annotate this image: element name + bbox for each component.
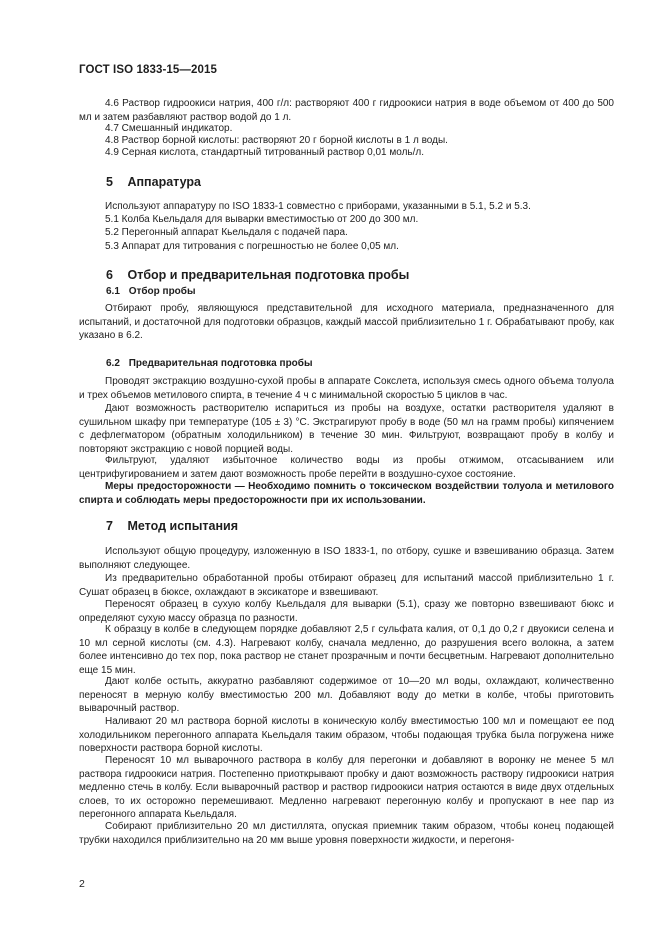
section-title: Метод испытания [127, 519, 238, 533]
paragraph-p62c: Фильтруют, удаляют избыточное количество воды из пробы отжимом, отсасыванием или центрифугированием и затем дают возможность пробе перейти в воздушно-сухое состояние. [79, 455, 614, 480]
section-number: 5 [106, 175, 113, 189]
subsection-heading-6-1 [106, 286, 196, 297]
paragraph-p46: 4.6 Раствор гидроокиси натрия, 400 г/л: растворяют 400 г гидроокиси натрия в воде объемом от 400 до 500 мл и затем разбавляют раствор водой до 1 л. [79, 98, 614, 123]
paragraph-p49: 4.9 Серная кислота, стандартный титрованный раствор 0,01 моль/л. [105, 147, 425, 158]
paragraph-p48: 4.8 Раствор борной кислоты: растворяют 20 г борной кислоты в 1 л воды. [105, 135, 448, 146]
subsection-title: Отбор пробы [128, 286, 196, 297]
subsection-title: Предварительная подготовка пробы [128, 358, 313, 369]
document-header: ГОСТ ISO 1833-15—2015 [79, 64, 217, 76]
section-heading-6 [106, 268, 409, 282]
paragraph-p47: 4.7 Смешанный индикатор. [105, 123, 233, 134]
paragraph-p7c: Переносят образец в сухую колбу Кьельдаля для выварки (5.1), сразу же повторно взвешивают бюкс и определяют сухую массу образца по разности. [79, 599, 614, 624]
paragraph-p7f: Наливают 20 мл раствора борной кислоты в коническую колбу вместимостью 100 мл и помещают ее под холодильником перегонного аппарата Кьельдаля таким образом, чтобы подающая трубка была погружена ниже поверхности раствора борной кислоты. [79, 716, 614, 754]
page-number: 2 [79, 878, 85, 890]
subsection-number: 6.1 [106, 286, 120, 297]
paragraph-p62d: Меры предосторожности — Необходимо помнить о токсическом воздействии толуола и метилового спирта и соблюдать меры предосторожности при их использовании. [79, 481, 614, 506]
subsection-heading-6-2 [106, 358, 313, 369]
section-number: 6 [106, 268, 113, 282]
paragraph-p7a: Используют общую процедуру, изложенную в ISO 1833-1, по отбору, сушке и взвешиванию образца. Затем выполняют следующее. [79, 546, 614, 571]
paragraph-p51: 5.1 Колба Кьельдаля для выварки вместимостью от 200 до 300 мл. [105, 214, 419, 225]
paragraph-p7g: Переносят 10 мл выварочного раствора в колбу для перегонки и добавляют в воронку не менее 5 мл раствора гидроокиси натрия. Постепенно приоткрывают пробку и дают возможность раствору гидроокиси натрия медленно стечь в колбу. Если выварочный раствор и раствор гидроокиси натрия остаются в виде двух отдельных слоев, то их осторожно перемешивают. Медленно нагревают перегонную колбу и пропускают в нее пар из перегонного аппарата Кьельдаля. [79, 755, 614, 820]
paragraph-p7h: Собирают приблизительно 20 мл дистиллята, опуская приемник таким образом, чтобы конец подающей трубки находился приблизительно на 20 мм выше уровня поверхности жидкости, и перегоня- [79, 821, 614, 846]
section-number: 7 [106, 519, 113, 533]
paragraph-p7e: Дают колбе остыть, аккуратно разбавляют содержимое от 10—20 мл воды, охлаждают, количественно переносят в мерную колбу вместимостью 200 мл. Добавляют воду до метки в колбе, чтобы приготовить выварочный раствор. [79, 676, 614, 714]
section-heading-7 [106, 519, 238, 533]
section-title: Отбор и предварительная подготовка пробы [127, 268, 410, 282]
paragraph-p7d: К образцу в колбе в следующем порядке добавляют 2,5 г сульфата калия, от 0,1 до 0,2 г двуокиси селена и 10 мл серной кислоты (см. 4.3). Нагревают колбу, сначала медленно, до разрушения всего волокна, а затем более интенсивно до тех пор, пока раствор не станет прозрачным и почти бесцветным. Нагревают дополнительно еще 15 мин. [79, 624, 614, 676]
paragraph-p62b: Дают возможность растворителю испариться из пробы на воздухе, остатки растворителя удаляют в сушильном шкафу при температуре (105 ± 3) °С. Экстрагируют пробу в воде (50 мл на грамм пробы) кипячением с дефлегматором (обратным холодильником) в течение 30 мин. Фильтруют, возвращают пробу в колбу и повторяют экстракцию с новой порцией воды. [79, 403, 614, 455]
subsection-number: 6.2 [106, 358, 120, 369]
paragraph-p52: 5.2 Перегонный аппарат Кьельдаля с подачей пара. [105, 227, 348, 238]
paragraph-p53: 5.3 Аппарат для титрования с погрешностью не более 0,05 мл. [105, 241, 399, 252]
paragraph-p7b: Из предварительно обработанной пробы отбирают образец для испытаний массой приблизительно 1 г. Сушат образец в бюксе, охлаждают в эксикаторе и взвешивают. [79, 573, 614, 598]
section-heading-5 [106, 175, 201, 189]
paragraph-p5a: Используют аппаратуру по ISO 1833-1 совместно с приборами, указанными в 5.1, 5.2 и 5.3. [105, 201, 531, 212]
paragraph-p61: Отбирают пробу, являющуюся представительной для исходного материала, предназначенного для испытаний, и достаточной для подготовки образцов, каждый массой приблизительно 1 г. Обрабатывают пробу, как указано в 6.2. [79, 303, 614, 341]
paragraph-p62a: Проводят экстракцию воздушно-сухой пробы в аппарате Сокслета, используя смесь одного объема толуола и трех объемов метилового спирта, в течение 4 ч с минимальной скоростью 5 циклов в час. [79, 376, 614, 401]
section-title: Аппаратура [127, 175, 201, 189]
